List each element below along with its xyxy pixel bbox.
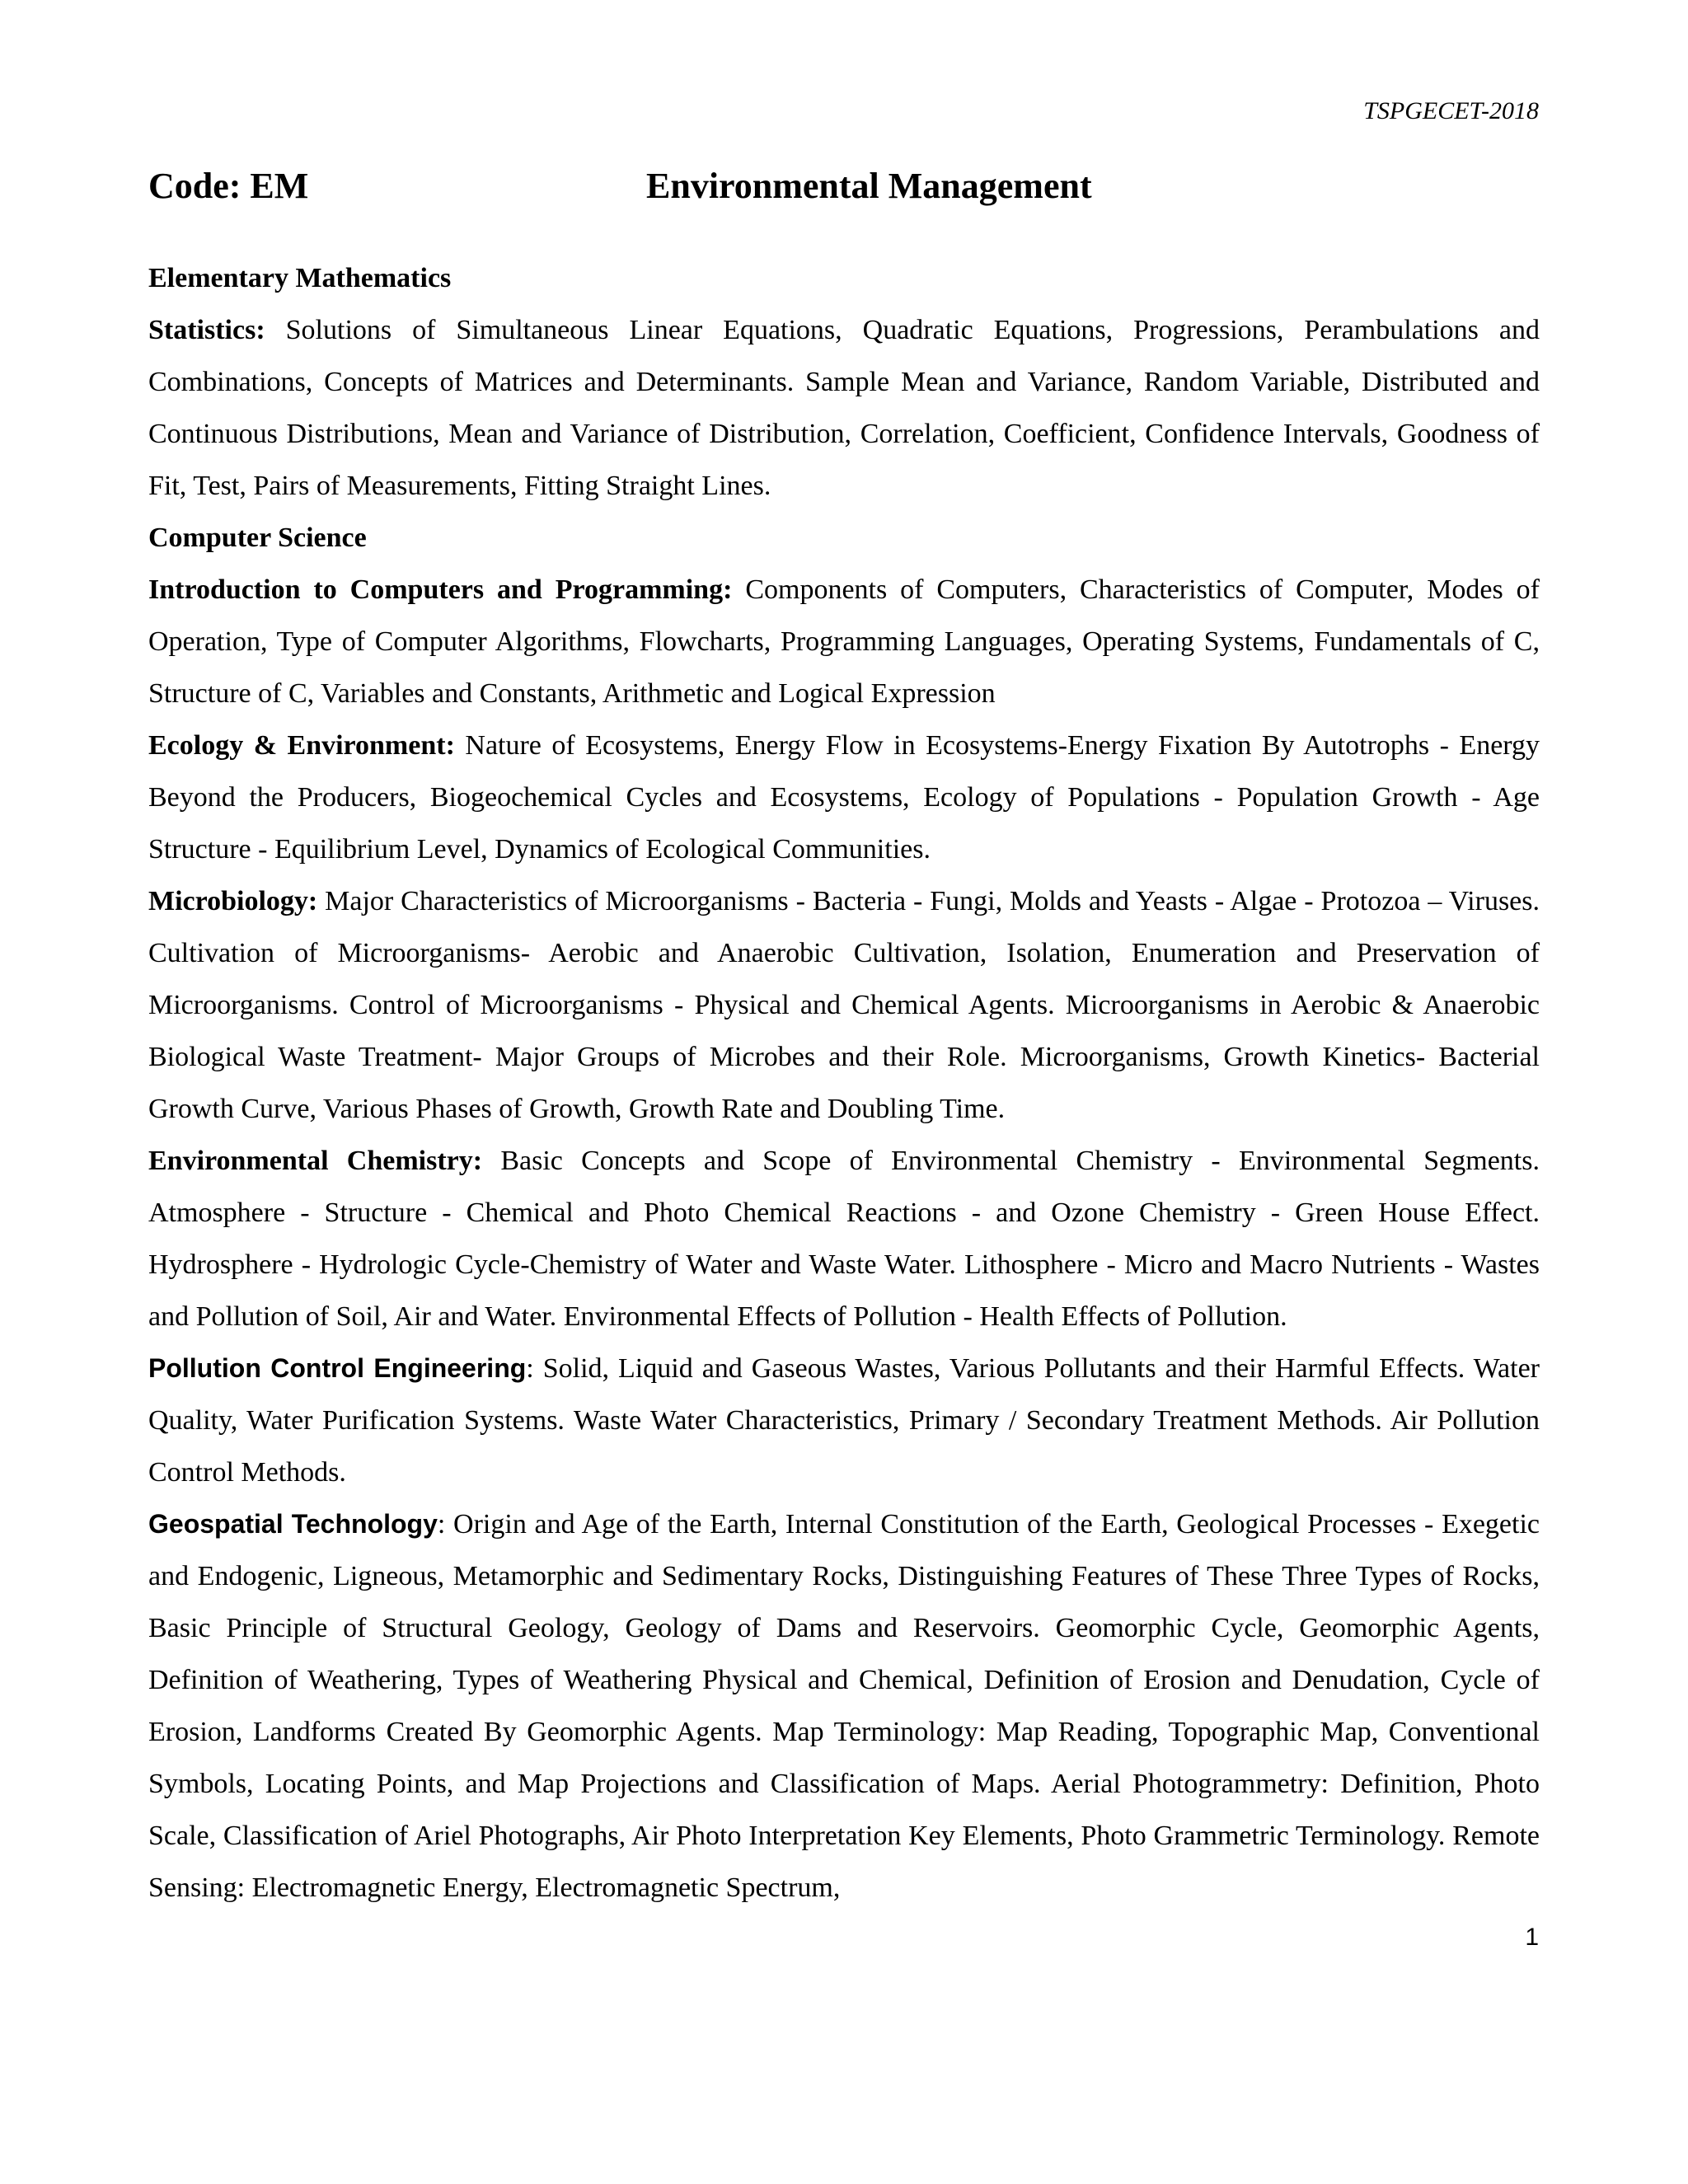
paragraph-env-chemistry <box>148 1135 1540 1343</box>
topic-text-env-chemistry: Basic Concepts and Scope of Environmental Chemistry - Environmental Segments. Atmosphere - Structure - Chemical and Photo Chemical Reactions - and Ozone Chemistry - Green House Effect. Hydrosphere - Hydrologic Cycle-Chemistry of Water and Waste Water. Lithosphere - Micro and Macro Nutrients - Wastes and Pollution of Soil, Air and Water. Environmental Effects of Pollution - Health Effects of Pollution. <box>148 1146 1540 1332</box>
topic-colon-pollution-control: : <box>526 1353 534 1384</box>
page-number: 1 <box>1525 1924 1539 1951</box>
page-title <box>148 165 1540 214</box>
topic-label-microbiology: Microbiology: <box>148 886 318 916</box>
topic-label-intro-computers: Introduction to Computers and Programming: <box>148 574 733 605</box>
syllabus-body <box>148 252 1540 1914</box>
subject-title: Environmental Management <box>646 166 1092 206</box>
topic-label-pollution-control: Pollution Control Engineering <box>148 1353 527 1383</box>
topic-text-pollution-control: Solid, Liquid and Gaseous Wastes, Various Pollutants and their Harmful Effects. Water Quality, Water Purification Systems. Waste Water Characteristics, Primary / Secondary Treatment Methods. Air Pollution Control Methods. <box>148 1353 1540 1488</box>
paragraph-intro-computers <box>148 564 1540 719</box>
subject-code: Code: EM <box>148 166 309 206</box>
paragraph-geospatial <box>148 1498 1540 1914</box>
topic-label-env-chemistry: Environmental Chemistry: <box>148 1146 483 1176</box>
paragraph-statistics <box>148 304 1540 512</box>
topic-label-statistics: Statistics: <box>148 315 265 345</box>
section-heading-computer-science: Computer Science <box>148 523 367 553</box>
topic-text-ecology: Nature of Ecosystems, Energy Flow in Ecosystems-Energy Fixation By Autotrophs - Energy Beyond the Producers, Biogeochemical Cycles and Ecosystems, Ecology of Populations - Population Growth - Age Structure - Equilibrium Level, Dynamics of Ecological Communities. <box>148 730 1540 865</box>
paragraph-pollution-control <box>148 1343 1540 1498</box>
topic-text-intro-computers: Components of Computers, Characteristics of Computer, Modes of Operation, Type of Computer Algorithms, Flowcharts, Programming Languages, Operating Systems, Fundamentals of C, Structure of C, Variables and Constants, Arithmetic and Logical Expression <box>148 574 1540 709</box>
topic-text-statistics: Solutions of Simultaneous Linear Equations, Quadratic Equations, Progressions, Perambulations and Combinations, Concepts of Matrices and Determinants. Sample Mean and Variance, Random Variable, Distributed and Continuous Distributions, Mean and Variance of Distribution, Correlation, Coefficient, Confidence Intervals, Goodness of Fit, Test, Pairs of Measurements, Fitting Straight Lines. <box>148 315 1540 501</box>
paragraph-ecology <box>148 719 1540 875</box>
section-heading-elementary-mathematics: Elementary Mathematics <box>148 263 452 293</box>
exam-header-label: TSPGECET-2018 <box>1363 97 1539 124</box>
topic-text-geospatial: : Origin and Age of the Earth, Internal Constitution of the Earth, Geological Processes - Exegetic and Endogenic, Ligneous, Metamorphic and Sedimentary Rocks, Distinguishing Features of These Three Types of Rocks, Basic Principle of Structural Geology, Geology of Dams and Reservoirs. Geomorphic Cycle, Geomorphic Agents, Definition of Weathering, Types of Weathering Physical and Chemical, Definition of Erosion and Denudation, Cycle of Erosion, Landforms Created By Geomorphic Agents. Map Terminology: Map Reading, Topographic Map, Conventional Symbols, Locating Points, and Map Projections and Classification of Maps. Aerial Photogrammetry: Definition, Photo Scale, Classification of Ariel Photographs, Air Photo Interpretation Key Elements, Photo Grammetric Terminology. Remote Sensing: Electromagnetic Energy, Electromagnetic Spectrum, <box>148 1509 1540 1903</box>
topic-text-microbiology: Major Characteristics of Microorganisms - Bacteria - Fungi, Molds and Yeasts - Algae - Protozoa – Viruses. Cultivation of Microorganisms- Aerobic and Anaerobic Cultivation, Isolation, Enumeration and Preservation of Microorganisms. Control of Microorganisms - Physical and Chemical Agents. Microorganisms in Aerobic & Anaerobic Biological Waste Treatment- Major Groups of Microbes and their Role. Microorganisms, Growth Kinetics- Bacterial Growth Curve, Various Phases of Growth, Growth Rate and Doubling Time. <box>148 886 1540 1124</box>
topic-label-ecology: Ecology & Environment: <box>148 730 455 761</box>
topic-label-geospatial: Geospatial Technology <box>148 1509 438 1539</box>
paragraph-microbiology <box>148 875 1540 1135</box>
